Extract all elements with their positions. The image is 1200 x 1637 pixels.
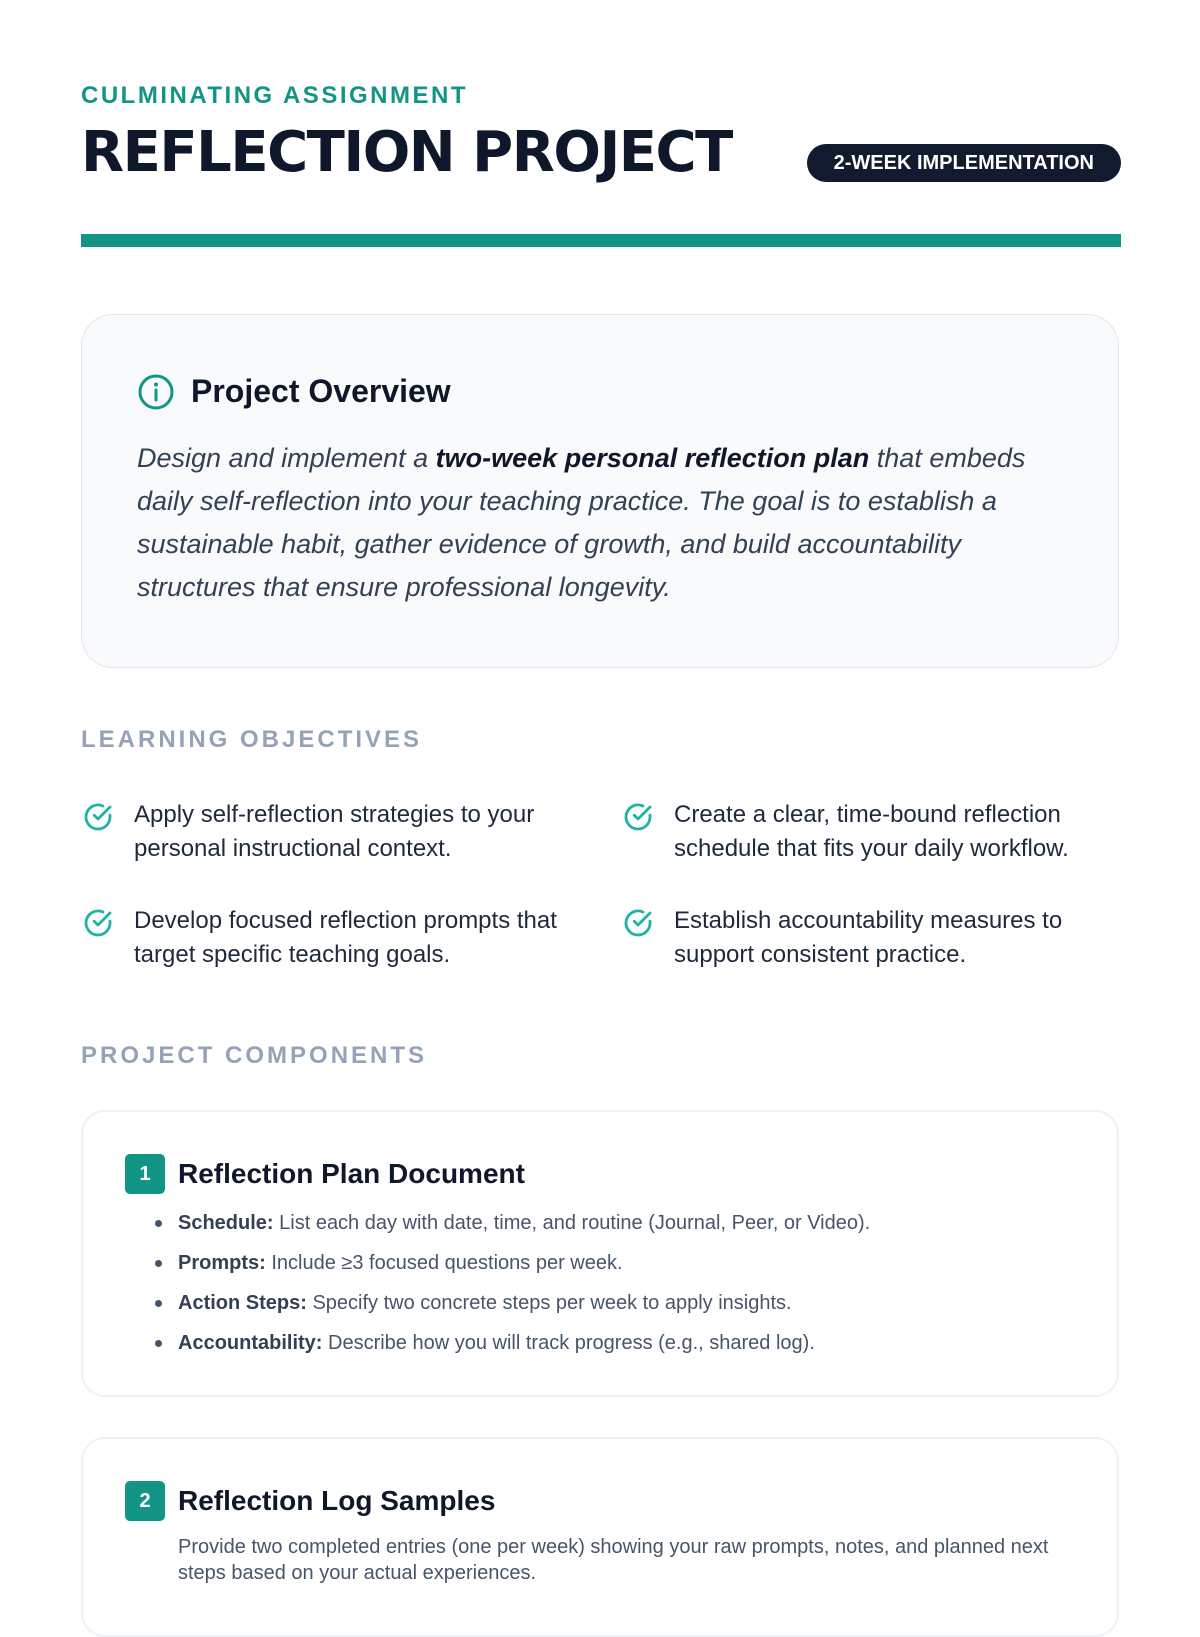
check-circle-icon (621, 906, 655, 940)
component-bullet-list (178, 1210, 1078, 1370)
objective-item (81, 904, 581, 984)
objective-item (621, 798, 1121, 878)
page-title: REFLECTION PROJECT (81, 120, 732, 185)
component-number: 1 (125, 1154, 165, 1194)
objective-text: Establish accountability measures to support consistent practice. (674, 907, 1063, 968)
list-item (178, 1290, 1078, 1330)
bullet-dot (155, 1220, 162, 1227)
overview-title: Project Overview (191, 373, 451, 409)
component-title: Reflection Plan Document (178, 1158, 525, 1189)
objective-text: Create a clear, time-bound reflection schedule that fits your daily workflow. (674, 801, 1069, 862)
objectives-grid (81, 798, 1121, 978)
list-item-term: Accountability: (178, 1332, 323, 1354)
component-card (81, 1110, 1119, 1397)
check-circle-icon (81, 906, 115, 940)
component-title: Reflection Log Samples (178, 1485, 496, 1516)
bullet-dot (155, 1260, 162, 1267)
list-item-term: Action Steps: (178, 1292, 307, 1314)
overview-text-end: that embeds daily self-reflection into your teaching practice. The goal is to establish a sustainable habit, gather evidence of growth, and build accountability structures that ensure professional longevity. (137, 443, 1026, 602)
check-circle-icon (81, 800, 115, 834)
objectives-heading: LEARNING OBJECTIVES (81, 726, 423, 753)
bullet-dot (155, 1300, 162, 1307)
objective-text: Apply self-reflection strategies to your personal instructional context. (134, 801, 535, 862)
list-item-text: List each day with date, time, and routine (Journal, Peer, or Video). (273, 1212, 871, 1234)
check-circle-icon (621, 800, 655, 834)
list-item (178, 1250, 1078, 1290)
overview-text-emphasis: two-week personal reflection plan (435, 443, 870, 473)
objective-item (621, 904, 1121, 984)
duration-badge: 2-WEEK IMPLEMENTATION (807, 144, 1121, 182)
bullet-dot (155, 1340, 162, 1347)
component-card (81, 1437, 1119, 1637)
info-icon (137, 373, 175, 411)
overview-card (81, 314, 1119, 668)
objective-item (81, 798, 581, 878)
eyebrow-label: CULMINATING ASSIGNMENT (81, 82, 468, 109)
list-item-text: Include ≥3 focused questions per week. (265, 1252, 623, 1274)
objective-text: Develop focused reflection prompts that target specific teaching goals. (134, 907, 557, 968)
component-number: 2 (125, 1481, 165, 1521)
components-heading: PROJECT COMPONENTS (81, 1042, 428, 1069)
list-item (178, 1210, 1078, 1250)
component-description: Provide two completed entries (one per week) showing your raw prompts, notes, and planned next steps based on your actual experiences. (178, 1536, 1049, 1584)
overview-text-start: Design and implement a (137, 443, 436, 473)
title-row (81, 118, 1121, 188)
list-item-text: Specify two concrete steps per week to apply insights. (306, 1292, 792, 1314)
header-divider (81, 234, 1121, 247)
list-item-term: Prompts: (178, 1252, 266, 1274)
list-item-text: Describe how you will track progress (e.g., shared log). (322, 1332, 815, 1354)
list-item-term: Schedule: (178, 1212, 274, 1234)
list-item (178, 1330, 1078, 1370)
overview-description (137, 437, 1077, 609)
